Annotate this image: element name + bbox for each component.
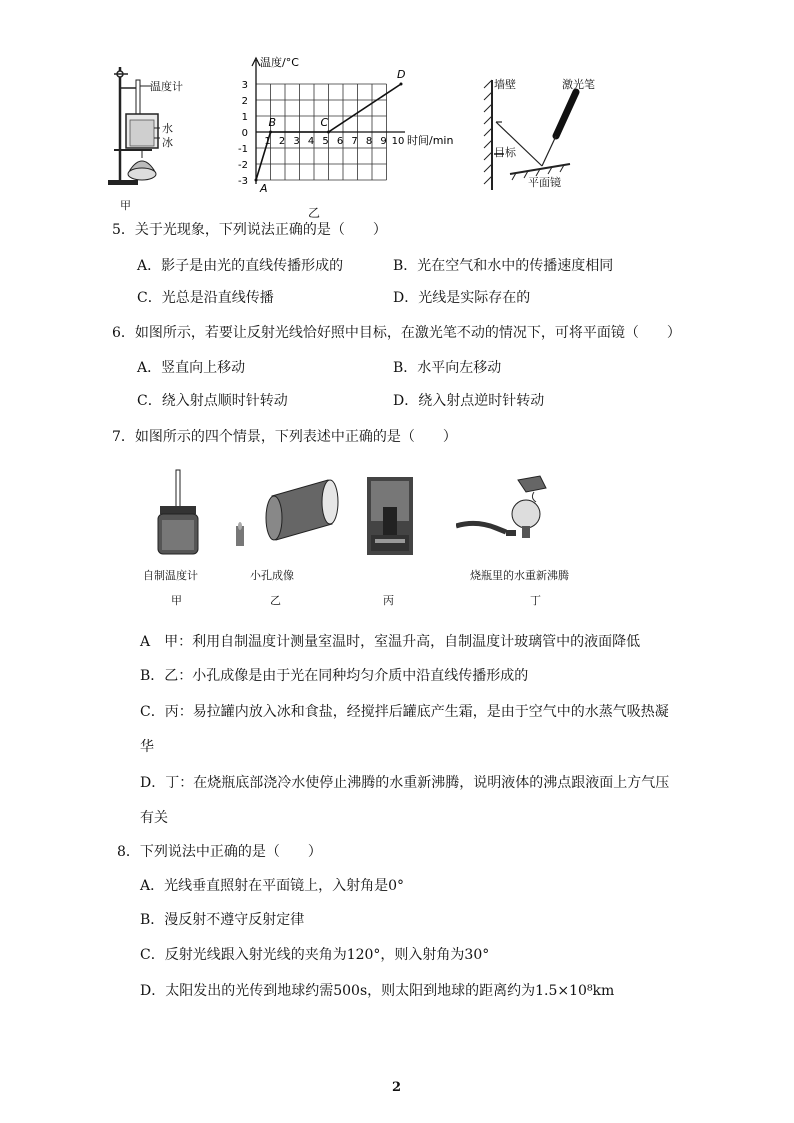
q7-yi-caption: 小孔成像	[250, 569, 294, 582]
q8-option-d: D．太阳发出的光传到地球约需500s，则太阳到地球的距离约为1.5×10⁸km	[140, 983, 615, 999]
x-tick-label: 6	[336, 136, 344, 147]
figure-jia-caption: 甲	[120, 199, 131, 212]
q7-option-c: C．丙：易拉罐内放入冰和食盐，经搅拌后罐底产生霜，是由于空气中的水蒸气吸热凝	[140, 704, 669, 720]
x-tick-label: 8	[365, 136, 373, 147]
q5-option-c: C．光总是沿直线传播	[137, 290, 274, 306]
q7-yi-label: 乙	[270, 594, 281, 607]
data-point-b	[269, 131, 272, 134]
q5-option-b: B．光在空气和水中的传播速度相同	[393, 258, 614, 274]
q6-option-d: D．绕入射点逆时针转动	[393, 393, 545, 409]
homemade-thermometer-drawing	[148, 468, 208, 558]
y-tick-label: 2	[241, 96, 248, 107]
laser-label: 激光笔	[562, 78, 595, 91]
y-tick-label: 3	[241, 80, 248, 91]
water-label: 水	[162, 122, 173, 135]
q6-option-a: A．竖直向上移动	[137, 360, 246, 376]
y-tick-label: -3	[238, 176, 248, 187]
q7-figure-jia	[148, 468, 208, 558]
question-6-stem: 6．如图所示，若要让反射光线恰好照中目标，在激光笔不动的情况下，可将平面镜（ ）	[112, 325, 681, 341]
x-tick-label: 2	[278, 136, 286, 147]
x-axis-label: 时间/min	[407, 134, 454, 147]
q7-figure-bing	[367, 477, 413, 555]
q7-option-c-cont: 华	[140, 739, 154, 755]
x-tick-label: 9	[380, 136, 387, 147]
q8-option-c: C．反射光线跟入射光线的夹角为120°，则入射角为30°	[140, 947, 490, 963]
q8-option-b: B．漫反射不遵守反射定律	[140, 912, 305, 928]
temperature-time-chart	[220, 44, 470, 224]
q5-option-a: A．影子是由光的直线传播形成的	[137, 258, 344, 274]
x-tick-label: 7	[351, 136, 358, 147]
q7-jia-label: 甲	[171, 594, 182, 607]
mirror-label: 平面镜	[528, 176, 561, 189]
x-tick-label: 1	[264, 136, 271, 147]
figure-jia	[100, 62, 210, 212]
point-label-b: B	[268, 116, 277, 129]
pinhole-camera-drawing	[232, 476, 344, 556]
q6-option-b: B．水平向左移动	[393, 360, 502, 376]
q7-option-b: B．乙：小孔成像是由于光在同种均匀介质中沿直线传播形成的	[140, 668, 529, 684]
question-7-stem: 7．如图所示的四个情景，下列表述中正确的是（ ）	[112, 429, 457, 445]
y-axis-label: 温度/°C	[260, 56, 299, 69]
q8-option-a: A．光线垂直照射在平面镜上，入射角是0°	[140, 878, 405, 894]
q7-figure-yi	[232, 476, 344, 556]
q5-option-d: D．光线是实际存在的	[393, 290, 531, 306]
target-label: 目标	[494, 146, 516, 159]
point-label-d: D	[397, 68, 406, 81]
y-tick-label: -1	[238, 144, 248, 155]
x-tick-label: 3	[293, 136, 300, 147]
y-tick-label: 1	[241, 112, 248, 123]
q7-ding-label: 丁	[530, 594, 541, 607]
point-label-c: C	[320, 116, 329, 129]
figure-laser-mirror	[480, 70, 630, 200]
data-point-a	[255, 179, 258, 182]
y-tick-label: 0	[241, 128, 248, 139]
x-tick-label: 10	[391, 136, 405, 147]
data-point-c	[327, 131, 330, 134]
q7-ding-caption: 烧瓶里的水重新沸腾	[470, 569, 569, 582]
point-label-a: A	[260, 182, 268, 195]
q7-option-a: A 甲：利用自制温度计测量室温时，室温升高，自制温度计玻璃管中的液面降低	[140, 634, 641, 650]
y-tick-label: -2	[238, 160, 248, 171]
figure-yi-chart	[220, 44, 470, 224]
q7-bing-label: 丙	[383, 594, 394, 607]
q6-option-c: C．绕入射点顺时针转动	[137, 393, 288, 409]
can-frost-photo	[367, 477, 413, 555]
x-tick-label: 4	[307, 136, 315, 147]
q7-jia-caption: 自制温度计	[143, 569, 198, 582]
question-8-stem: 8．下列说法中正确的是（ ）	[117, 844, 322, 860]
x-tick-label: 5	[322, 136, 329, 147]
q7-option-d-cont: 有关	[140, 810, 168, 826]
q7-figure-ding	[456, 474, 574, 554]
ice-label: 冰	[162, 136, 173, 149]
page-number: 2	[392, 1080, 402, 1095]
q7-option-d: D．丁：在烧瓶底部浇冷水使停止沸腾的水重新沸腾，说明液体的沸点跟液面上方气压	[140, 775, 670, 791]
flask-reboil-drawing	[456, 474, 574, 554]
data-point-d	[400, 83, 403, 86]
wall-label: 墙壁	[494, 78, 516, 91]
thermometer-label: 温度计	[150, 80, 183, 93]
question-5-stem: 5．关于光现象，下列说法正确的是（ ）	[112, 222, 387, 238]
chart-caption: 乙	[308, 206, 321, 220]
